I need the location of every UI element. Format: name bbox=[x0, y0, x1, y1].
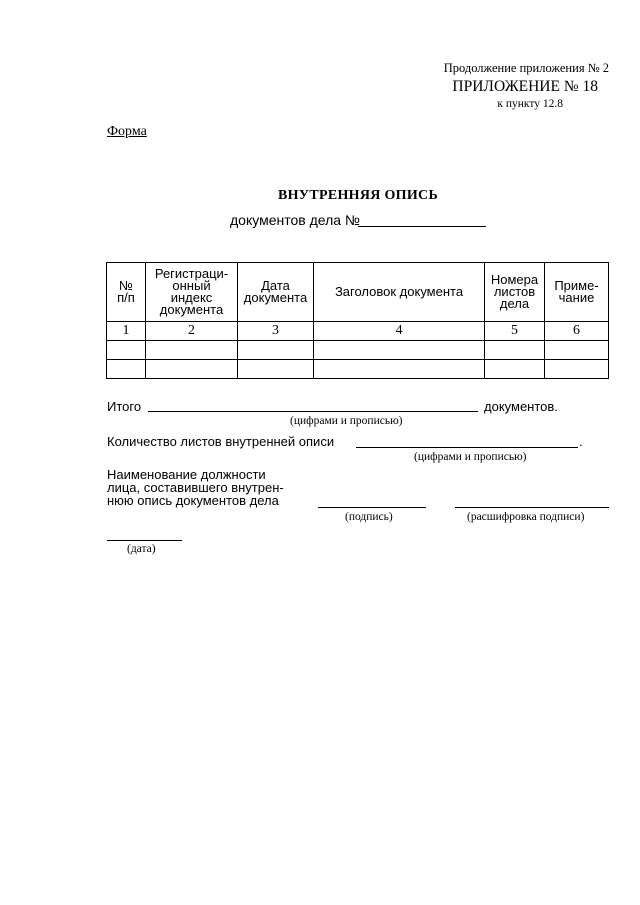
inventory-table bbox=[106, 262, 609, 379]
table-cell[interactable] bbox=[545, 341, 609, 360]
signature-hint: (подпись) bbox=[345, 511, 393, 523]
table-cell[interactable] bbox=[146, 341, 238, 360]
date-line[interactable] bbox=[107, 540, 182, 541]
table-cell[interactable] bbox=[485, 341, 545, 360]
column-number: 3 bbox=[238, 322, 314, 341]
column-number: 2 bbox=[146, 322, 238, 341]
column-header: Номера листов дела bbox=[485, 263, 545, 322]
column-number: 5 bbox=[485, 322, 545, 341]
appendix-number: ПРИЛОЖЕНИЕ № 18 bbox=[452, 78, 598, 95]
column-header: № п/п bbox=[107, 263, 146, 322]
sheet-count-suffix: . bbox=[579, 434, 583, 449]
sheet-count-label: Количество листов внутренней описи bbox=[107, 434, 335, 449]
case-number-line bbox=[358, 226, 486, 227]
table-row bbox=[107, 360, 609, 379]
column-header: Регистраци- онный индекс документа bbox=[146, 263, 238, 322]
table-cell[interactable] bbox=[545, 360, 609, 379]
table-cell[interactable] bbox=[107, 360, 146, 379]
table-cell[interactable] bbox=[314, 341, 485, 360]
column-number: 6 bbox=[545, 322, 609, 341]
signature-line[interactable] bbox=[318, 507, 426, 508]
signature-decryption-hint: (расшифровка подписи) bbox=[467, 511, 585, 523]
column-number-row bbox=[107, 322, 609, 341]
table-cell[interactable] bbox=[107, 341, 146, 360]
form-label: Форма bbox=[107, 124, 147, 139]
document-title: ВНУТРЕННЯЯ ОПИСЬ bbox=[277, 188, 439, 203]
column-number: 1 bbox=[107, 322, 146, 341]
sheet-count-input-line[interactable] bbox=[356, 447, 578, 448]
column-header: Приме- чание bbox=[545, 263, 609, 322]
table-cell[interactable] bbox=[485, 360, 545, 379]
appendix-clause: к пункту 12.8 bbox=[497, 98, 563, 110]
table-header-row bbox=[107, 263, 609, 322]
table-cell[interactable] bbox=[238, 360, 314, 379]
table-cell[interactable] bbox=[314, 360, 485, 379]
position-label: Наименование должности лица, составившего внутрен- нюю опись документов дела bbox=[107, 467, 284, 508]
table-row bbox=[107, 341, 609, 360]
signature-decryption-line[interactable] bbox=[455, 507, 609, 508]
sheet-count-hint: (цифрами и прописью) bbox=[414, 451, 527, 463]
date-hint: (дата) bbox=[127, 543, 156, 555]
total-label: Итого bbox=[107, 399, 142, 414]
column-header: Дата документа bbox=[238, 263, 314, 322]
table-cell[interactable] bbox=[146, 360, 238, 379]
column-header: Заголовок документа bbox=[314, 263, 485, 322]
total-hint: (цифрами и прописью) bbox=[290, 415, 403, 427]
table-cell[interactable] bbox=[238, 341, 314, 360]
total-input-line[interactable] bbox=[148, 411, 478, 412]
document-subtitle: документов дела № bbox=[230, 212, 360, 228]
total-suffix: документов. bbox=[484, 399, 558, 414]
column-number: 4 bbox=[314, 322, 485, 341]
appendix-continuation: Продолжение приложения № 2 bbox=[443, 61, 609, 75]
